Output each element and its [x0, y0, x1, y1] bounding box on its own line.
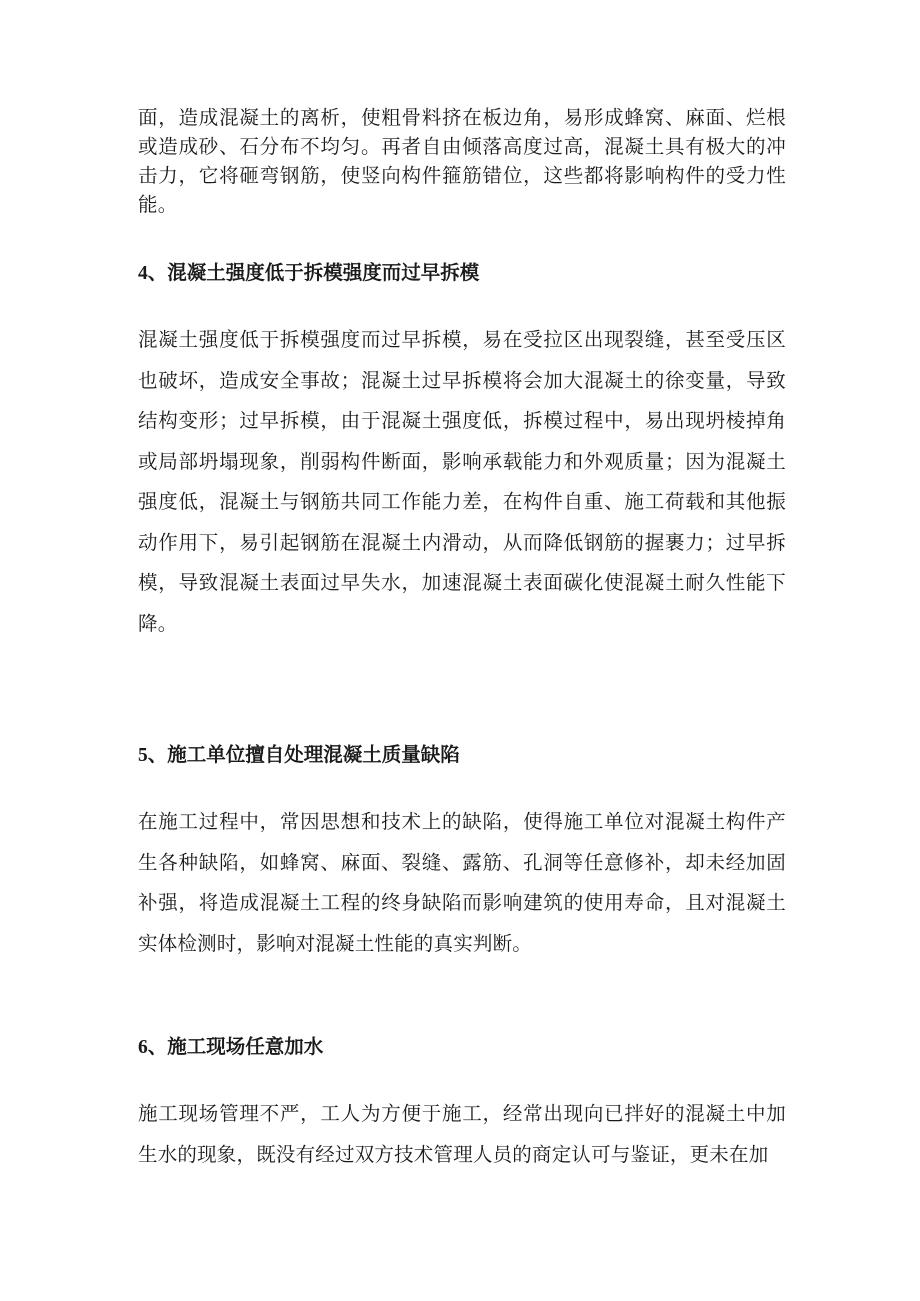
section-title: 、施工现场任意加水	[147, 1035, 324, 1058]
section-heading-6	[138, 1032, 786, 1063]
section-title: 、混凝土强度低于拆模强度而过早拆模	[147, 261, 480, 284]
section-body-6: 施工现场管理不严，工人为方便于施工，经常出现向已拌好的混凝土中加生水的现象，既没有经过双方技术管理人员的商定认可与鉴证，更未在加	[138, 1102, 786, 1166]
section-body-4: 混凝土强度低于拆模强度而过早拆模，易在受拉区出现裂缝，甚至受压区也破坏，造成安全事故；混凝土过早拆模将会加大混凝土的徐变量，导致结构变形；过早拆模，由于混凝土强度低，拆模过程中，易出现坍棱掉角或局部坍塌现象，削弱构件断面，影响承载能力和外观质量；因为混凝土强度低，混凝土与钢筋共同工作能力差，在构件自重、施工荷载和其他振动作用下，易引起钢筋在混凝土内滑动，从而降低钢筋的握裹力；过早拆模，导致混凝土表面过早失水，加速混凝土表面碳化使混凝土耐久性能下降。	[138, 328, 786, 635]
section-heading-4	[138, 258, 786, 289]
section-number: 4	[138, 263, 148, 284]
section-number: 5	[138, 745, 148, 766]
section-title: 、施工单位擅自处理混凝土质量缺陷	[147, 743, 460, 766]
continuation-paragraph: 面，造成混凝土的离析，使粗骨料挤在板边角，易形成蜂窝、麻面、烂根或造成砂、石分布不均匀。再者自由倾落高度过高，混凝土具有极大的冲击力，它将砸弯钢筋，使竖向构件箍筋错位，这些都将影响构件的受力性能。	[138, 106, 786, 216]
section-number: 6	[138, 1037, 148, 1058]
section-heading-5	[138, 740, 786, 771]
section-body-5: 在施工过程中，常因思想和技术上的缺陷，使得施工单位对混凝土构件产生各种缺陷，如蜂窝、麻面、裂缝、露筋、孔洞等任意修补，却未经加固补强，将造成混凝土工程的终身缺陷而影响建筑的使用寿命，且对混凝土实体检测时，影响对混凝土性能的真实判断。	[138, 810, 786, 955]
